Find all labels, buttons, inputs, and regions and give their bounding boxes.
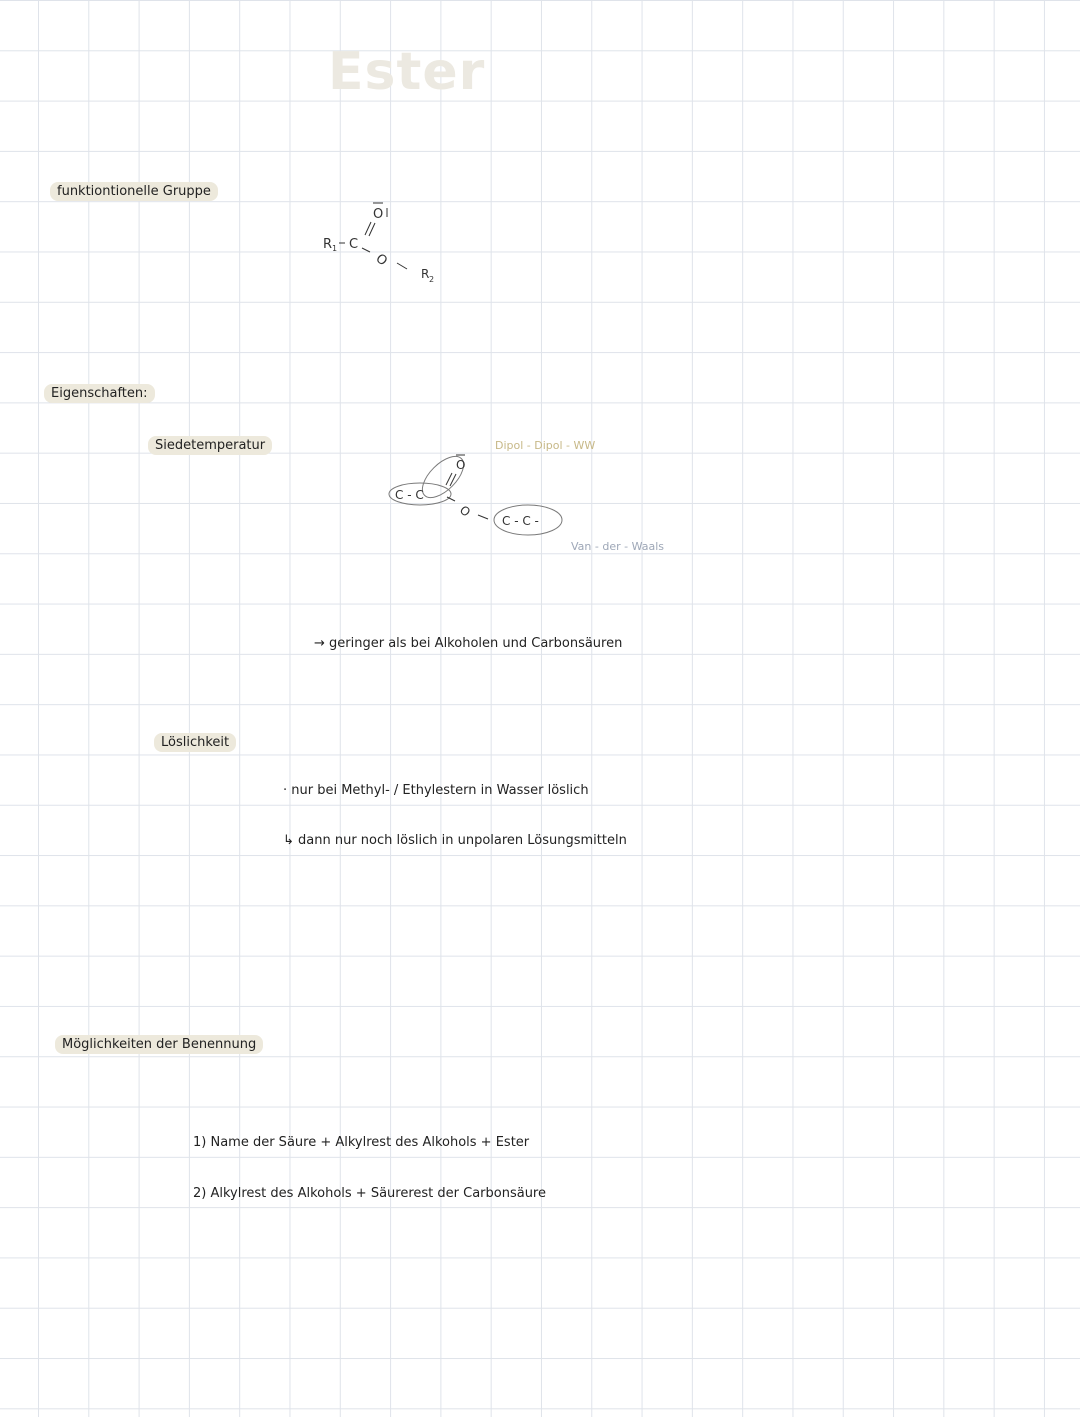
formula-r2: R <box>421 267 430 281</box>
fragment-right: C - C - <box>502 514 539 528</box>
formula-r1: R <box>323 237 333 252</box>
formula-r2-sub: 2 <box>429 275 435 284</box>
formula-oxygen-top: O <box>373 207 384 222</box>
page-title: Ester <box>328 42 486 102</box>
formula-oxygen-ester: O <box>372 251 390 270</box>
bond-o-r2 <box>397 263 407 269</box>
intermolecular-forces-diagram <box>385 435 705 560</box>
naming-option-2: 2) Alkylrest des Alkohols + Säurerest der Carbonsäure <box>193 1186 546 1201</box>
solubility-line-1: · nur bei Methyl- / Ethylestern in Wasser löslich <box>283 783 589 798</box>
fragment-left: C - C <box>395 488 424 502</box>
ester-structure-formula <box>315 190 465 290</box>
bond-o-c <box>478 515 488 519</box>
heading-properties: Eigenschaften: <box>44 384 155 403</box>
solubility-line-2: ↳ dann nur noch löslich in unpolaren Lösungsmitteln <box>283 833 627 848</box>
label-dipole-dipole: Dipol - Dipol - WW <box>495 439 596 452</box>
heading-solubility: Löslichkeit <box>154 733 236 752</box>
oxygen-top: O <box>456 458 466 472</box>
formula-r1-sub: 1 <box>332 244 338 253</box>
label-van-der-waals: Van - der - Waals <box>571 540 665 553</box>
heading-boiling-temperature: Siedetemperatur <box>148 436 272 455</box>
formula-carbon: C <box>349 237 359 252</box>
oxygen-mid: O <box>456 502 474 520</box>
bond-c-o <box>362 248 370 252</box>
heading-naming: Möglichkeiten der Benennung <box>55 1035 263 1054</box>
naming-option-1: 1) Name der Säure + Alkylrest des Alkohols + Ester <box>193 1135 530 1150</box>
heading-functional-group: funktiontionelle Gruppe <box>50 182 218 201</box>
boiling-note: → geringer als bei Alkoholen und Carbonsäuren <box>314 636 623 651</box>
